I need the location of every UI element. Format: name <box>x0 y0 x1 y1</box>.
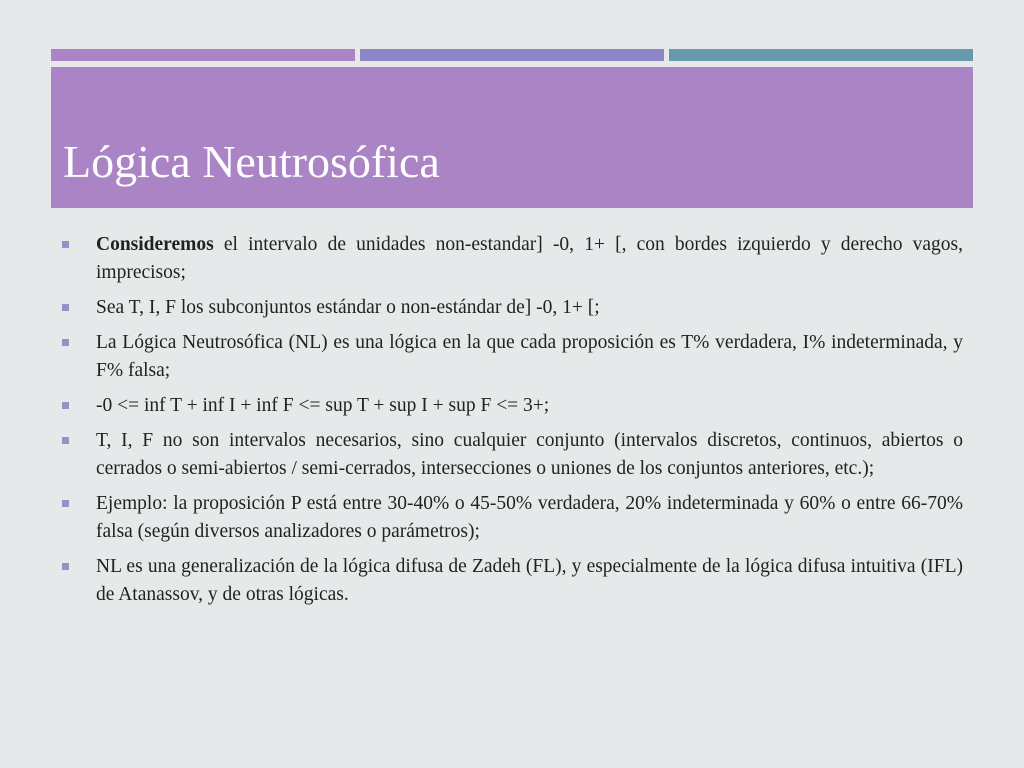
square-bullet-icon <box>62 563 69 570</box>
bullet-text: T, I, F no son intervalos necesarios, sino cualquier conjunto (intervalos discretos, continuos, abiertos o cerrados o semi-abiertos / semi-cerrados, intersecciones o uniones de los conjuntos anteriores, etc.); <box>96 430 963 479</box>
bullet-item <box>60 392 963 420</box>
accent-bar-1 <box>51 49 355 61</box>
bullet-text: La Lógica Neutrosófica (NL) es una lógica en la que cada proposición es T% verdadera, I% indeterminada, y F% falsa; <box>96 332 963 381</box>
square-bullet-icon <box>62 339 69 346</box>
slide-title: Lógica Neutrosófica <box>63 136 440 188</box>
square-bullet-icon <box>62 500 69 507</box>
bullet-list <box>60 231 963 616</box>
accent-bar-2 <box>360 49 664 61</box>
square-bullet-icon <box>62 402 69 409</box>
bullet-text: -0 <= inf T + inf I + inf F <= sup T + sup I + sup F <= 3+; <box>96 395 550 416</box>
bullet-text: Ejemplo: la proposición P está entre 30-40% o 45-50% verdadera, 20% indeterminada y 60% o entre 66-70% falsa (según diversos analizadores o parámetros); <box>96 493 963 542</box>
bullet-item <box>60 329 963 385</box>
bullet-text: Sea T, I, F los subconjuntos estándar o non-estándar de] -0, 1+ [; <box>96 297 600 318</box>
square-bullet-icon <box>62 304 69 311</box>
accent-bars <box>51 49 973 61</box>
bullet-bold-lead: Consideremos <box>96 234 214 255</box>
bullet-item <box>60 490 963 546</box>
bullet-item <box>60 553 963 609</box>
accent-bar-3 <box>669 49 973 61</box>
bullet-text: NL es una generalización de la lógica difusa de Zadeh (FL), y especialmente de la lógica difusa intuitiva (IFL) de Atanassov, y de otras lógicas. <box>96 556 963 605</box>
bullet-item <box>60 427 963 483</box>
bullet-item <box>60 294 963 322</box>
bullet-item <box>60 231 963 287</box>
square-bullet-icon <box>62 437 69 444</box>
bullet-text: el intervalo de unidades non-estandar] -0, 1+ [, con bordes izquierdo y derecho vagos, imprecisos; <box>96 234 963 283</box>
square-bullet-icon <box>62 241 69 248</box>
title-box <box>51 67 973 208</box>
